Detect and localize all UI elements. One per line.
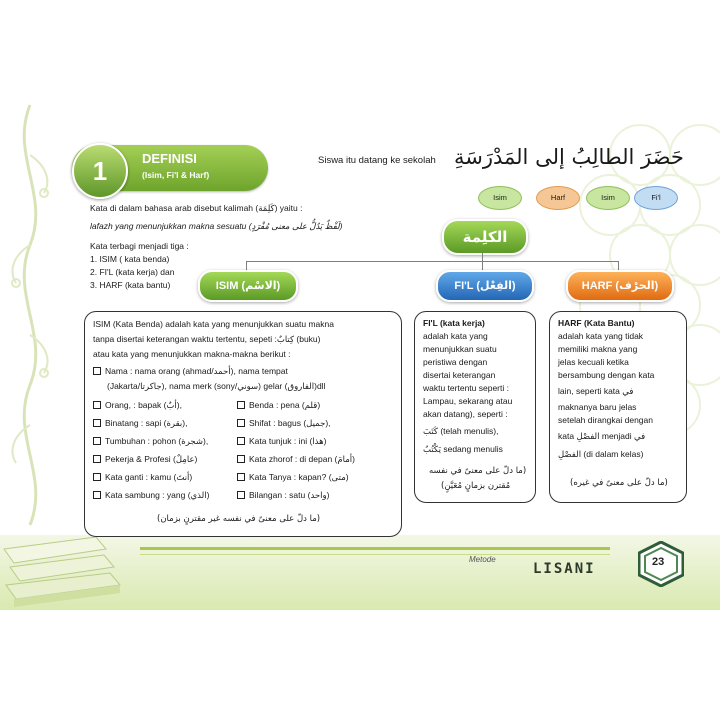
checkbox-icon xyxy=(237,401,245,409)
checkbox-icon xyxy=(93,419,101,427)
isim-bullet: Kata ganti : kamu (أنتَ) xyxy=(93,470,192,485)
checkbox-icon xyxy=(237,473,245,481)
root-node-kalimah: الكلِمة xyxy=(442,219,528,255)
checkbox-icon xyxy=(237,455,245,463)
isim-bullet: Kata tunjuk : ini (هذا) xyxy=(237,434,326,449)
tree-connector xyxy=(246,261,247,270)
tree-connector xyxy=(246,261,618,262)
harf-definition-box xyxy=(549,311,687,503)
harf-text-line: setelah dirangkai dengan xyxy=(558,415,653,425)
checkbox-icon xyxy=(237,419,245,427)
word-label-isim: Isim xyxy=(478,186,522,210)
harf-text-line: kata الفصْلِ menjadi في xyxy=(558,431,646,441)
isim-bullet: Binatang : sapi (بقرة), xyxy=(93,416,187,431)
fil-definition-box xyxy=(414,311,536,503)
isim-bullet-cont: (Jakarta/جاكرتا), nama merk (sony/سوني) gelar (الفاروق)dll xyxy=(107,381,326,391)
checkbox-icon xyxy=(93,455,101,463)
example-arabic: حَضَرَ الطالِبُ إلى المَدْرَسَةِ xyxy=(454,145,684,169)
word-label-isim-2: Isim xyxy=(586,186,630,210)
isim-bullet: Shifat : bagus (جميل), xyxy=(237,416,331,431)
intro-line-1: Kata di dalam bahasa arab disebut kalimah (كَلِمَة) yaitu : xyxy=(90,203,303,213)
harf-text-line: lain, seperti kata في xyxy=(558,386,634,396)
page-number: 23 xyxy=(652,556,665,568)
intro-list-item: 1. ISIM ( kata benda) xyxy=(90,254,170,264)
harf-heading: HARF (Kata Bantu) xyxy=(558,318,635,328)
footer-divider xyxy=(140,547,610,550)
checkbox-icon xyxy=(93,401,101,409)
brand-metode-text: Metode xyxy=(469,555,496,564)
fil-text-line: Lampau, sekarang atau xyxy=(423,396,513,406)
isim-bullet: Kata Tanya : kapan? (متى) xyxy=(237,470,349,485)
checkbox-icon xyxy=(93,491,101,499)
word-label-fil: Fi'l xyxy=(634,186,678,210)
checkbox-icon xyxy=(237,437,245,445)
fil-text-line: waktu tertentu seperti : xyxy=(423,383,509,393)
checkbox-icon xyxy=(93,367,101,375)
harf-text-line: الفصْلِ (di dalam kelas) xyxy=(558,449,644,459)
word-label-harf: Harf xyxy=(536,186,580,210)
isim-bullet: Nama : nama orang (ahmad/أحمد), nama tempat xyxy=(93,364,288,379)
isim-text-line: atau kata yang menunjukkan makna-makna berikut : xyxy=(93,349,291,359)
section-subtitle: (Isim, Fi'l & Harf) xyxy=(142,170,210,180)
book-page xyxy=(0,95,720,610)
fil-arabic-definition: (ما دلّ على معنىً في نفسه xyxy=(429,466,527,476)
harf-text-line: bersambung dengan kata xyxy=(558,370,655,380)
harf-text-line: maknanya baru jelas xyxy=(558,402,637,412)
intro-list-item: 2. FI'L (kata kerja) dan xyxy=(90,267,175,277)
checkbox-icon xyxy=(93,473,101,481)
isim-bullet: Pekerja & Profesi (عامِلٌ) xyxy=(93,452,197,467)
isim-definition-box xyxy=(84,311,402,537)
category-fil: FI'L (الفِعْل) xyxy=(436,270,534,302)
isim-bullet: Kata zhorof : di depan (أمامَ) xyxy=(237,452,355,467)
brand-logo-lisani: LISANI xyxy=(533,561,596,577)
category-isim: ISIM (الاسْم) xyxy=(198,270,298,302)
fil-arabic-definition-2: مُقترن بزمانٍ مُعَيَّنٍ) xyxy=(441,481,511,491)
intro-list-item: 3. HARF (kata bantu) xyxy=(90,280,171,290)
fil-text-line: peristiwa dengan xyxy=(423,357,488,367)
fil-text-line: akan datang), seperti : xyxy=(423,409,508,419)
isim-arabic-definition: (ما دلّ على معنىً في نفسه غير مقترنٍ بزمان) xyxy=(157,514,321,524)
harf-arabic-definition: (ما دلّ على معنىً في غيره) xyxy=(570,478,668,488)
section-number: 1 xyxy=(72,143,128,199)
checkbox-icon xyxy=(237,491,245,499)
isim-bullet: Tumbuhan : pohon (شجرة), xyxy=(93,434,208,449)
isim-bullet: Bilangan : satu (واحد) xyxy=(237,488,329,503)
checkbox-icon xyxy=(93,437,101,445)
fil-text-line: adalah kata yang xyxy=(423,331,488,341)
section-title: DEFINISI xyxy=(142,151,197,166)
isim-bullet: Benda : pena (قلم) xyxy=(237,398,320,413)
isim-bullet: Orang, : bapak (أبٌ), xyxy=(93,398,182,413)
isim-bullet: Kata sambung : yang (الذي) xyxy=(93,488,209,503)
isim-text-line: tanpa disertai keterangan waktu tertentu, sepeti :كِتابٌ (buku) xyxy=(93,334,321,344)
fil-text-line: كَتَبَ (telah menulis), xyxy=(423,426,499,436)
fil-heading: FI'L (kata kerja) xyxy=(423,318,485,328)
fil-text-line: يَكْتُبُ sedang menulis xyxy=(423,444,503,454)
fil-text-line: menunjukkan suatu xyxy=(423,344,497,354)
category-harf: HARF (الحرْف) xyxy=(566,270,674,302)
harf-text-line: jelas kecuali ketika xyxy=(558,357,629,367)
intro-line-3: Kata terbagi menjadi tiga : xyxy=(90,241,189,251)
tree-connector xyxy=(482,261,483,270)
intro-line-2: lafazh yang menunjukkan makna sesuatu (لَفْظٌ يَدُلُّ على معنى مُفْرَدٍ) xyxy=(90,221,343,231)
isim-text-line: ISIM (Kata Benda) adalah kata yang menunjukkan suatu makna xyxy=(93,319,334,329)
tree-connector xyxy=(618,261,619,270)
tree-connector xyxy=(482,253,483,261)
footer-divider-thin xyxy=(140,554,610,555)
harf-text-line: memiliki makna yang xyxy=(558,344,638,354)
example-translation: Siswa itu datang ke sekolah xyxy=(318,155,436,166)
fil-text-line: disertai keterangan xyxy=(423,370,496,380)
harf-text-line: adalah kata yang tidak xyxy=(558,331,644,341)
